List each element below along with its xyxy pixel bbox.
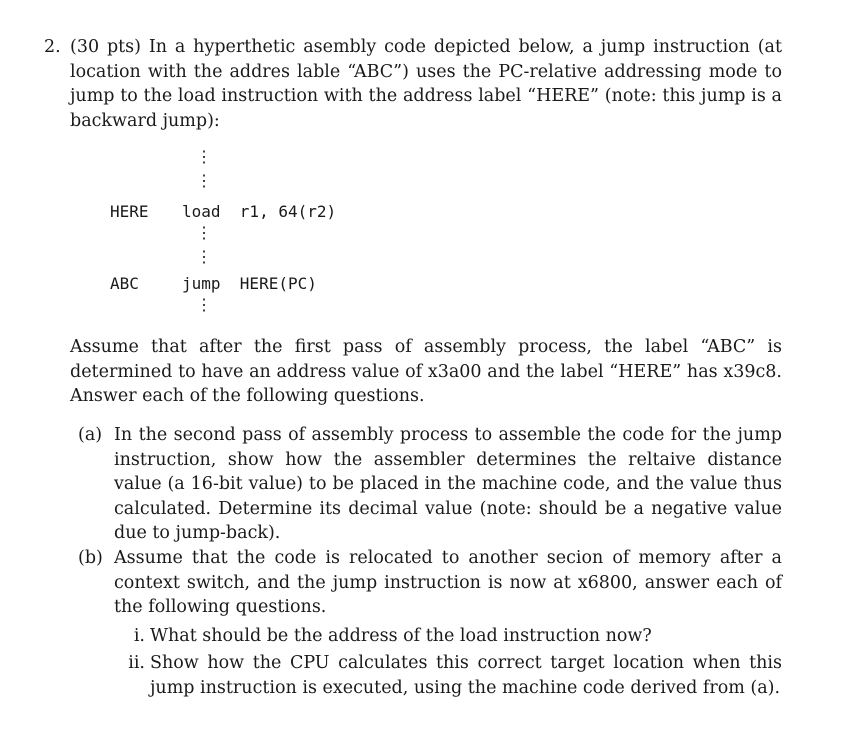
question-part-b-i xyxy=(123,624,782,649)
part-a-text: In the second pass of assembly process to assemble the code for the jump instruction, show how the assembler determines the reltaive distance value (a 16-bit value) to be placed in the machine code, and the value thus calculated. Determine its decimal value (note: should be a negative value due to jump-back). xyxy=(114,425,782,543)
code-vdots: ⋮ xyxy=(196,171,212,190)
code-vdots: ⋮ xyxy=(196,147,212,166)
code-vdots: ⋮ xyxy=(196,295,212,314)
part-b-i-text: What should be the address of the load instruction now? xyxy=(150,626,652,646)
code-instruction-load: load r1, 64(r2) xyxy=(182,202,337,221)
part-b-i-marker: i. xyxy=(133,626,145,646)
part-b-text: Assume that the code is relocated to another secion of memory after a context switch, and the jump instruction is now at x6800, answer each of the following questions. xyxy=(114,548,782,617)
part-b-ii-text: Show how the CPU calculates this correct target location when this jump instruction is executed, using the machine code derived from (a). xyxy=(150,653,782,698)
part-b-ii-marker: ii. xyxy=(128,653,145,673)
code-label-abc: ABC xyxy=(110,274,139,293)
part-a-marker: (a) xyxy=(78,425,103,445)
problem-intro: (30 pts) In a hyperthetic asembly code depicted below, a jump instruction (at location with the addres lable “ABC”) uses the PC-relative addressing mode to jump to the load instruction with the address label “HERE” (note: this jump is a backward jump): xyxy=(70,37,782,131)
question-part-b-ii xyxy=(123,651,782,700)
problem-number: 2. xyxy=(44,37,61,57)
code-vdots: ⋮ xyxy=(196,247,212,266)
assumption-paragraph: Assume that after the first pass of assembly process, the label “ABC” is determined to have an address value of x3a00 and the label “HERE” has x39c8. Answer each of the following questions. xyxy=(70,337,782,406)
question-part-a xyxy=(78,423,782,546)
code-vdots: ⋮ xyxy=(196,223,212,242)
code-instruction-jump: jump HERE(PC) xyxy=(182,274,317,293)
code-label-here: HERE xyxy=(110,202,149,221)
part-b-marker: (b) xyxy=(78,548,103,568)
question-part-b xyxy=(78,546,782,620)
